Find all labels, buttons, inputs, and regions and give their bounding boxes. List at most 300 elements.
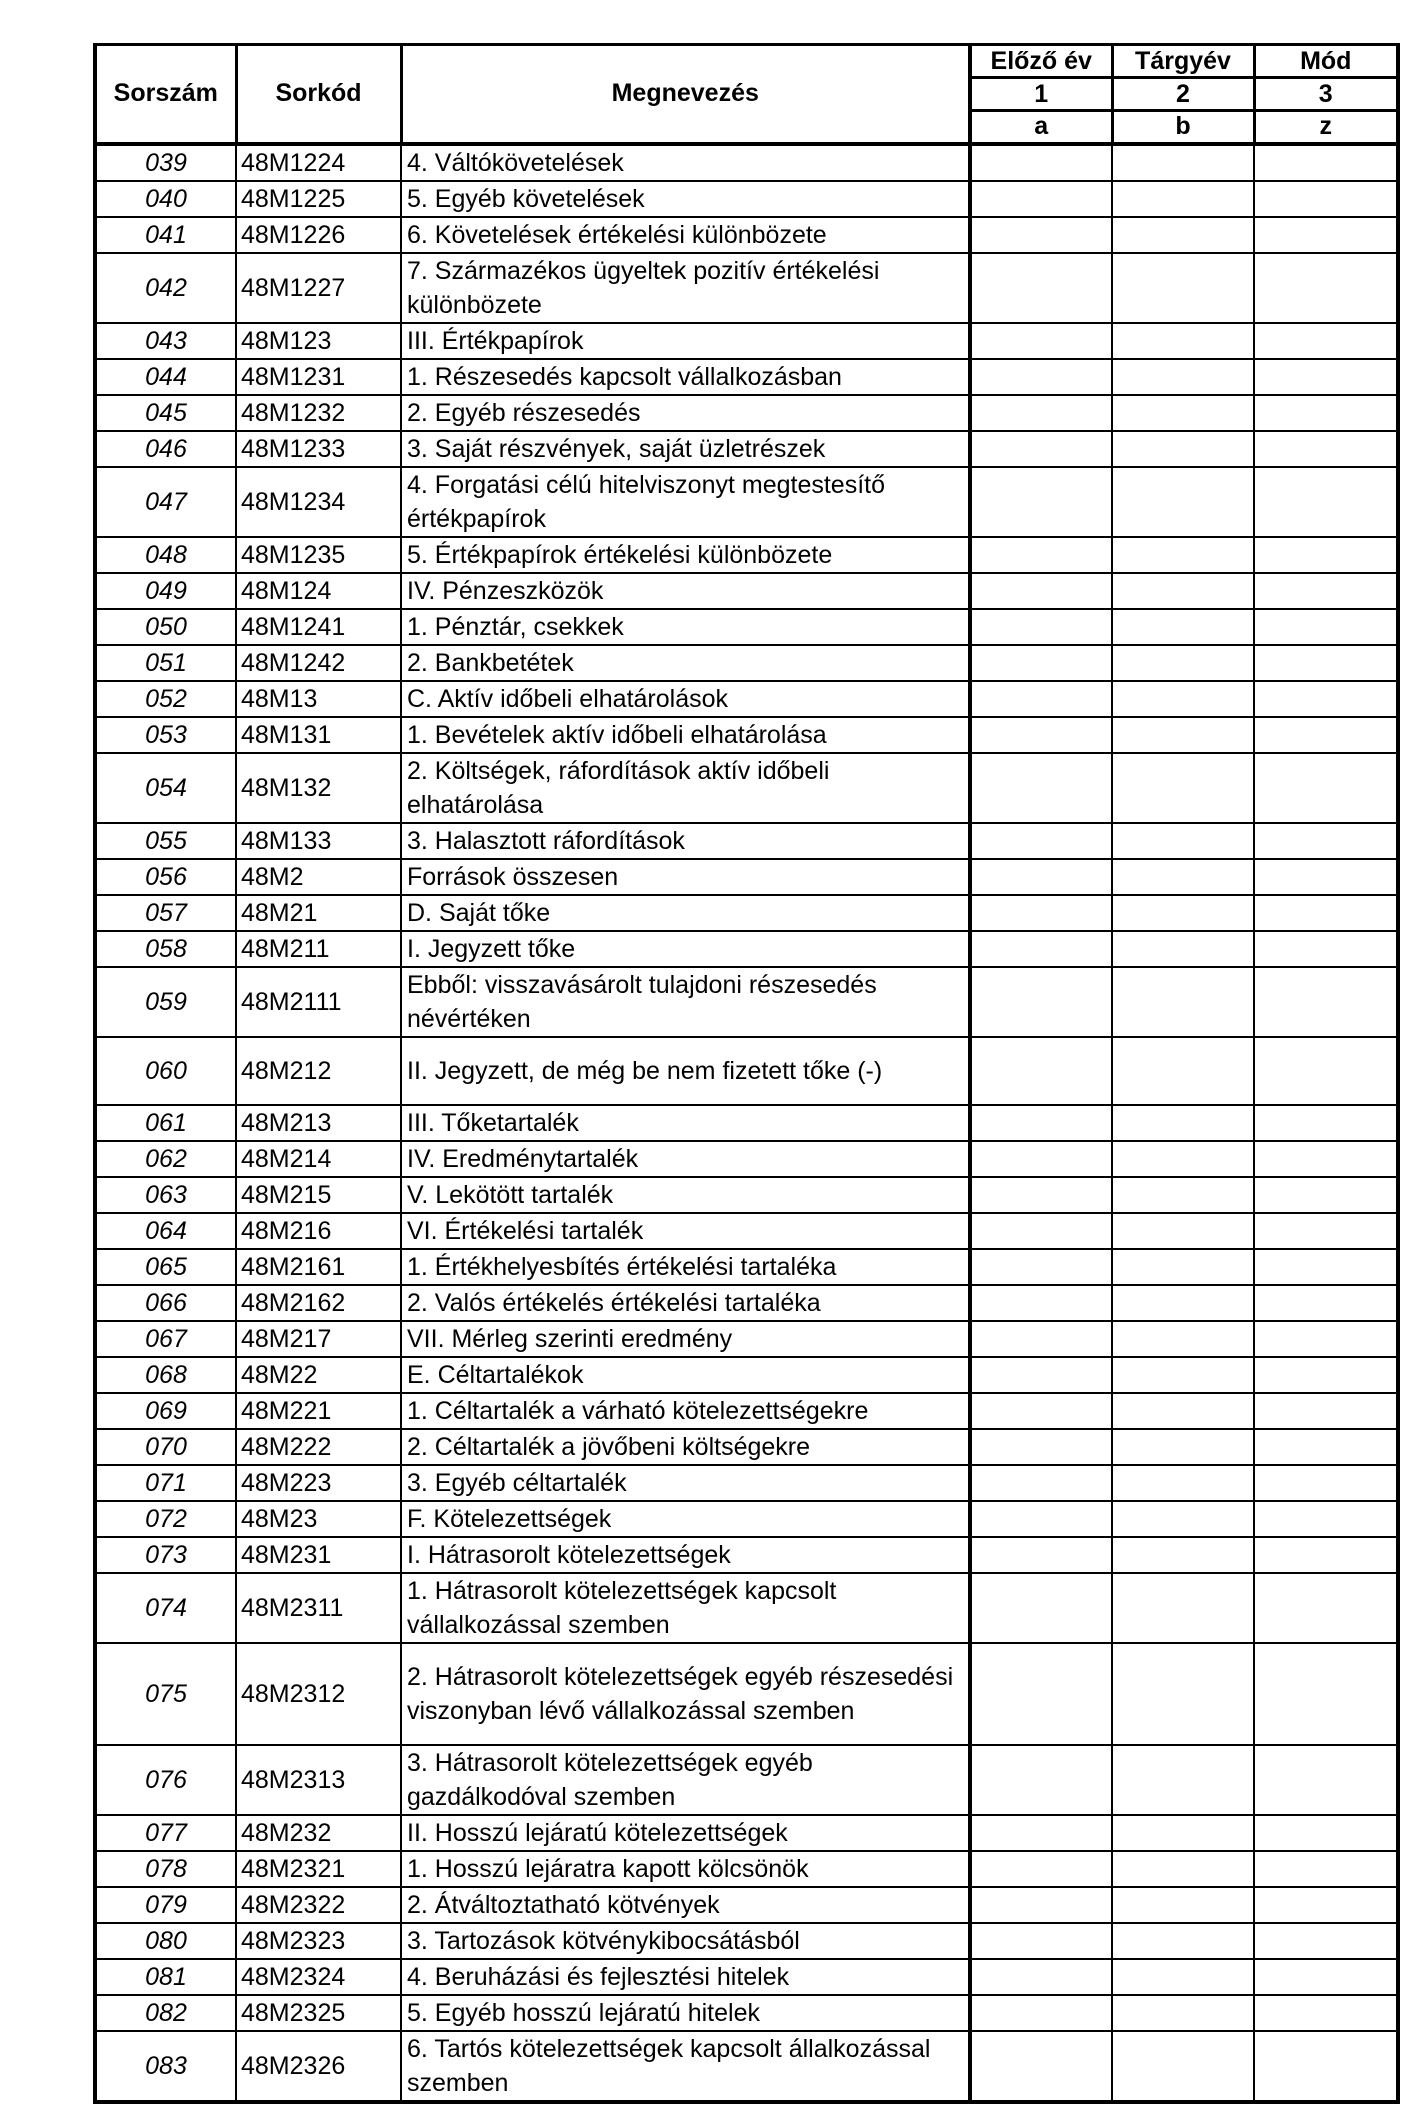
row-sorszam: 047 — [95, 467, 236, 537]
table-row — [95, 1213, 1398, 1249]
row-sorszam: 066 — [95, 1285, 236, 1321]
cell-previous-year[interactable] — [970, 1429, 1112, 1465]
table-row — [95, 1501, 1398, 1537]
row-sorszam: 056 — [95, 859, 236, 895]
table-row — [95, 1995, 1398, 2031]
row-sorszam: 040 — [95, 181, 236, 217]
row-sorkod: 48M1226 — [236, 217, 401, 253]
row-sorkod: 48M123 — [236, 323, 401, 359]
cell-mod[interactable] — [1254, 895, 1398, 931]
balance-sheet-table — [93, 43, 1400, 2104]
cell-previous-year[interactable] — [970, 1887, 1112, 1923]
row-sorkod: 48M131 — [236, 717, 401, 753]
table-row — [95, 717, 1398, 753]
row-sorszam: 048 — [95, 537, 236, 573]
cell-current-year[interactable] — [1112, 181, 1254, 217]
table-row — [95, 1745, 1398, 1815]
cell-mod[interactable] — [1254, 681, 1398, 717]
cell-mod[interactable] — [1254, 1249, 1398, 1285]
cell-mod[interactable] — [1254, 1105, 1398, 1141]
cell-previous-year[interactable] — [970, 1995, 1112, 2031]
cell-current-year[interactable] — [1112, 1959, 1254, 1995]
row-sorkod: 48M1227 — [236, 253, 401, 323]
row-megnevezes: 7. Származékos ügyeltek pozitív értékelési különbözete — [401, 253, 970, 323]
cell-mod[interactable] — [1254, 1429, 1398, 1465]
table-header — [95, 45, 1398, 144]
cell-mod[interactable] — [1254, 1923, 1398, 1959]
row-sorkod: 48M2 — [236, 859, 401, 895]
cell-current-year[interactable] — [1112, 1213, 1254, 1249]
cell-previous-year[interactable] — [970, 1105, 1112, 1141]
row-megnevezes: 2. Hátrasorolt kötelezettségek egyéb részesedési viszonyban lévő vállalkozással szemben — [401, 1643, 970, 1745]
row-megnevezes: IV. Eredménytartalék — [401, 1141, 970, 1177]
cell-previous-year[interactable] — [970, 359, 1112, 395]
cell-previous-year[interactable] — [970, 217, 1112, 253]
row-sorszam: 076 — [95, 1745, 236, 1815]
cell-mod[interactable] — [1254, 1537, 1398, 1573]
cell-mod[interactable] — [1254, 1995, 1398, 2031]
cell-previous-year[interactable] — [970, 1213, 1112, 1249]
row-sorszam: 081 — [95, 1959, 236, 1995]
cell-previous-year[interactable] — [970, 1465, 1112, 1501]
row-sorszam: 050 — [95, 609, 236, 645]
cell-mod[interactable] — [1254, 717, 1398, 753]
table-row — [95, 823, 1398, 859]
cell-previous-year[interactable] — [970, 645, 1112, 681]
table-row — [95, 431, 1398, 467]
cell-previous-year[interactable] — [970, 1249, 1112, 1285]
row-sorkod: 48M212 — [236, 1037, 401, 1105]
cell-previous-year[interactable] — [970, 931, 1112, 967]
cell-current-year[interactable] — [1112, 1105, 1254, 1141]
row-sorkod: 48M216 — [236, 1213, 401, 1249]
table-row — [95, 859, 1398, 895]
row-megnevezes: VI. Értékelési tartalék — [401, 1213, 970, 1249]
cell-previous-year[interactable] — [970, 1037, 1112, 1105]
cell-mod[interactable] — [1254, 1321, 1398, 1357]
row-sorszam: 041 — [95, 217, 236, 253]
cell-current-year[interactable] — [1112, 1995, 1254, 2031]
row-megnevezes: 3. Saját részvények, saját üzletrészek — [401, 431, 970, 467]
table-row — [95, 1573, 1398, 1643]
row-megnevezes: 2. Valós értékelés értékelési tartaléka — [401, 1285, 970, 1321]
cell-previous-year[interactable] — [970, 323, 1112, 359]
row-megnevezes: 3. Halasztott ráfordítások — [401, 823, 970, 859]
row-megnevezes: Források összesen — [401, 859, 970, 895]
table-row — [95, 1959, 1398, 1995]
cell-current-year[interactable] — [1112, 931, 1254, 967]
cell-previous-year[interactable] — [970, 859, 1112, 895]
cell-previous-year[interactable] — [970, 2031, 1112, 2102]
row-megnevezes: 4. Beruházási és fejlesztési hitelek — [401, 1959, 970, 1995]
row-sorkod: 48M217 — [236, 1321, 401, 1357]
cell-previous-year[interactable] — [970, 823, 1112, 859]
row-sorszam: 063 — [95, 1177, 236, 1213]
row-sorkod: 48M211 — [236, 931, 401, 967]
row-megnevezes: 2. Költségek, ráfordítások aktív időbeli elhatárolása — [401, 753, 970, 823]
cell-previous-year[interactable] — [970, 1285, 1112, 1321]
row-sorszam: 057 — [95, 895, 236, 931]
row-megnevezes: 5. Egyéb hosszú lejáratú hitelek — [401, 1995, 970, 2031]
cell-current-year[interactable] — [1112, 1501, 1254, 1537]
cell-mod[interactable] — [1254, 1573, 1398, 1643]
row-sorszam: 075 — [95, 1643, 236, 1745]
table-row — [95, 2031, 1398, 2102]
cell-mod[interactable] — [1254, 823, 1398, 859]
header-col-previous-year: Előző év — [970, 45, 1112, 78]
cell-mod[interactable] — [1254, 573, 1398, 609]
cell-current-year[interactable] — [1112, 681, 1254, 717]
cell-current-year[interactable] — [1112, 753, 1254, 823]
cell-current-year[interactable] — [1112, 859, 1254, 895]
cell-current-year[interactable] — [1112, 823, 1254, 859]
table-row — [95, 1465, 1398, 1501]
row-sorszam: 068 — [95, 1357, 236, 1393]
row-megnevezes: F. Kötelezettségek — [401, 1501, 970, 1537]
cell-current-year[interactable] — [1112, 144, 1254, 181]
table-row — [95, 1321, 1398, 1357]
cell-current-year[interactable] — [1112, 1815, 1254, 1851]
header-num-1: 1 — [970, 78, 1112, 111]
row-sorkod: 48M21 — [236, 895, 401, 931]
table-row — [95, 1887, 1398, 1923]
row-sorkod: 48M2111 — [236, 967, 401, 1037]
cell-mod[interactable] — [1254, 537, 1398, 573]
row-megnevezes: 1. Pénztár, csekkek — [401, 609, 970, 645]
table-row — [95, 323, 1398, 359]
row-sorszam: 055 — [95, 823, 236, 859]
cell-previous-year[interactable] — [970, 717, 1112, 753]
row-sorkod: 48M1235 — [236, 537, 401, 573]
row-sorkod: 48M23 — [236, 1501, 401, 1537]
cell-previous-year[interactable] — [970, 573, 1112, 609]
row-sorkod: 48M1234 — [236, 467, 401, 537]
cell-previous-year[interactable] — [970, 537, 1112, 573]
table-row — [95, 1923, 1398, 1959]
cell-current-year[interactable] — [1112, 1429, 1254, 1465]
table-row — [95, 967, 1398, 1037]
table-row — [95, 1249, 1398, 1285]
cell-mod[interactable] — [1254, 1643, 1398, 1745]
header-num-2: 2 — [1112, 78, 1254, 111]
cell-current-year[interactable] — [1112, 2031, 1254, 2102]
cell-previous-year[interactable] — [970, 1923, 1112, 1959]
row-sorszam: 067 — [95, 1321, 236, 1357]
cell-previous-year[interactable] — [970, 967, 1112, 1037]
cell-mod[interactable] — [1254, 1887, 1398, 1923]
row-sorszam: 062 — [95, 1141, 236, 1177]
header-sorszam: Sorszám — [95, 45, 236, 144]
cell-previous-year[interactable] — [970, 1745, 1112, 1815]
row-megnevezes: 1. Hátrasorolt kötelezettségek kapcsolt vállalkozással szemben — [401, 1573, 970, 1643]
cell-mod[interactable] — [1254, 609, 1398, 645]
cell-mod[interactable] — [1254, 1745, 1398, 1815]
cell-mod[interactable] — [1254, 1285, 1398, 1321]
table-row — [95, 467, 1398, 537]
table-row — [95, 1643, 1398, 1745]
cell-mod[interactable] — [1254, 395, 1398, 431]
row-sorkod: 48M1233 — [236, 431, 401, 467]
cell-mod[interactable] — [1254, 753, 1398, 823]
row-megnevezes: 4. Váltókövetelések — [401, 144, 970, 181]
row-megnevezes: E. Céltartalékok — [401, 1357, 970, 1393]
row-megnevezes: 2. Egyéb részesedés — [401, 395, 970, 431]
cell-current-year[interactable] — [1112, 1887, 1254, 1923]
row-megnevezes: 1. Hosszú lejáratra kapott kölcsönök — [401, 1851, 970, 1887]
row-sorkod: 48M124 — [236, 573, 401, 609]
row-sorszam: 080 — [95, 1923, 236, 1959]
row-megnevezes: 5. Egyéb követelések — [401, 181, 970, 217]
row-megnevezes: 1. Részesedés kapcsolt vállalkozásban — [401, 359, 970, 395]
row-sorszam: 065 — [95, 1249, 236, 1285]
cell-previous-year[interactable] — [970, 1141, 1112, 1177]
row-megnevezes: II. Hosszú lejáratú kötelezettségek — [401, 1815, 970, 1851]
cell-current-year[interactable] — [1112, 895, 1254, 931]
row-sorszam: 045 — [95, 395, 236, 431]
row-sorkod: 48M22 — [236, 1357, 401, 1393]
row-sorkod: 48M214 — [236, 1141, 401, 1177]
cell-current-year[interactable] — [1112, 1285, 1254, 1321]
cell-current-year[interactable] — [1112, 645, 1254, 681]
row-megnevezes: 1. Értékhelyesbítés értékelési tartaléka — [401, 1249, 970, 1285]
row-sorszam: 077 — [95, 1815, 236, 1851]
table-row — [95, 1851, 1398, 1887]
cell-current-year[interactable] — [1112, 573, 1254, 609]
row-sorkod: 48M2162 — [236, 1285, 401, 1321]
cell-current-year[interactable] — [1112, 1745, 1254, 1815]
cell-current-year[interactable] — [1112, 431, 1254, 467]
row-sorszam: 064 — [95, 1213, 236, 1249]
row-sorszam: 074 — [95, 1573, 236, 1643]
row-megnevezes: 2. Céltartalék a jövőbeni költségekre — [401, 1429, 970, 1465]
row-sorszam: 052 — [95, 681, 236, 717]
row-sorkod: 48M133 — [236, 823, 401, 859]
row-megnevezes: 3. Egyéb céltartalék — [401, 1465, 970, 1501]
row-sorkod: 48M1232 — [236, 395, 401, 431]
cell-current-year[interactable] — [1112, 467, 1254, 537]
cell-mod[interactable] — [1254, 931, 1398, 967]
row-sorkod: 48M2311 — [236, 1573, 401, 1643]
cell-previous-year[interactable] — [970, 1357, 1112, 1393]
row-sorkod: 48M215 — [236, 1177, 401, 1213]
cell-current-year[interactable] — [1112, 537, 1254, 573]
cell-current-year[interactable] — [1112, 253, 1254, 323]
row-sorszam: 083 — [95, 2031, 236, 2102]
cell-current-year[interactable] — [1112, 1573, 1254, 1643]
table-row — [95, 181, 1398, 217]
cell-mod[interactable] — [1254, 467, 1398, 537]
cell-current-year[interactable] — [1112, 1851, 1254, 1887]
table-row — [95, 681, 1398, 717]
row-sorszam: 058 — [95, 931, 236, 967]
cell-mod[interactable] — [1254, 217, 1398, 253]
row-sorkod: 48M2322 — [236, 1887, 401, 1923]
table-body — [95, 144, 1398, 2102]
cell-previous-year[interactable] — [970, 144, 1112, 181]
row-sorkod: 48M1231 — [236, 359, 401, 395]
table-row — [95, 217, 1398, 253]
cell-previous-year[interactable] — [970, 1321, 1112, 1357]
cell-mod[interactable] — [1254, 2031, 1398, 2102]
cell-mod[interactable] — [1254, 1141, 1398, 1177]
cell-previous-year[interactable] — [970, 1959, 1112, 1995]
table-row — [95, 1815, 1398, 1851]
cell-mod[interactable] — [1254, 1213, 1398, 1249]
cell-mod[interactable] — [1254, 253, 1398, 323]
table-row — [95, 359, 1398, 395]
cell-current-year[interactable] — [1112, 609, 1254, 645]
cell-mod[interactable] — [1254, 144, 1398, 181]
row-sorkod: 48M1242 — [236, 645, 401, 681]
cell-mod[interactable] — [1254, 1465, 1398, 1501]
cell-previous-year[interactable] — [970, 681, 1112, 717]
row-sorkod: 48M222 — [236, 1429, 401, 1465]
cell-mod[interactable] — [1254, 1393, 1398, 1429]
row-sorszam: 043 — [95, 323, 236, 359]
row-sorkod: 48M1225 — [236, 181, 401, 217]
table-row — [95, 1285, 1398, 1321]
row-megnevezes: I. Hátrasorolt kötelezettségek — [401, 1537, 970, 1573]
cell-mod[interactable] — [1254, 323, 1398, 359]
cell-current-year[interactable] — [1112, 1465, 1254, 1501]
cell-current-year[interactable] — [1112, 1537, 1254, 1573]
row-sorkod: 48M13 — [236, 681, 401, 717]
cell-current-year[interactable] — [1112, 1037, 1254, 1105]
cell-previous-year[interactable] — [970, 895, 1112, 931]
cell-previous-year[interactable] — [970, 1501, 1112, 1537]
header-letter-z: z — [1254, 111, 1398, 144]
row-megnevezes: 1. Céltartalék a várható kötelezettségekre — [401, 1393, 970, 1429]
cell-mod[interactable] — [1254, 1815, 1398, 1851]
row-megnevezes: 6. Tartós kötelezettségek kapcsolt állalkozással szemben — [401, 2031, 970, 2102]
row-sorszam: 054 — [95, 753, 236, 823]
header-sorkod: Sorkód — [236, 45, 401, 144]
table-row — [95, 253, 1398, 323]
cell-previous-year[interactable] — [970, 467, 1112, 537]
cell-previous-year[interactable] — [970, 431, 1112, 467]
cell-mod[interactable] — [1254, 967, 1398, 1037]
table-row — [95, 395, 1398, 431]
row-sorszam: 039 — [95, 144, 236, 181]
cell-mod[interactable] — [1254, 1501, 1398, 1537]
cell-previous-year[interactable] — [970, 395, 1112, 431]
row-megnevezes: 3. Hátrasorolt kötelezettségek egyéb gazdálkodóval szemben — [401, 1745, 970, 1815]
cell-previous-year[interactable] — [970, 1393, 1112, 1429]
cell-previous-year[interactable] — [970, 1573, 1112, 1643]
cell-current-year[interactable] — [1112, 217, 1254, 253]
cell-previous-year[interactable] — [970, 753, 1112, 823]
row-sorszam: 070 — [95, 1429, 236, 1465]
row-megnevezes: 5. Értékpapírok értékelési különbözete — [401, 537, 970, 573]
header-letter-a: a — [970, 111, 1112, 144]
row-megnevezes: IV. Pénzeszközök — [401, 573, 970, 609]
row-sorkod: 48M213 — [236, 1105, 401, 1141]
header-col-mod: Mód — [1254, 45, 1398, 78]
cell-previous-year[interactable] — [970, 1643, 1112, 1745]
cell-mod[interactable] — [1254, 1177, 1398, 1213]
cell-previous-year[interactable] — [970, 181, 1112, 217]
row-sorkod: 48M2313 — [236, 1745, 401, 1815]
cell-previous-year[interactable] — [970, 1815, 1112, 1851]
row-megnevezes: II. Jegyzett, de még be nem fizetett tőke (-) — [401, 1037, 970, 1105]
row-megnevezes: Ebből: visszavásárolt tulajdoni részesedés névértéken — [401, 967, 970, 1037]
row-sorszam: 078 — [95, 1851, 236, 1887]
cell-mod[interactable] — [1254, 181, 1398, 217]
cell-current-year[interactable] — [1112, 1643, 1254, 1745]
row-sorszam: 069 — [95, 1393, 236, 1429]
table-row — [95, 1037, 1398, 1105]
table-row — [95, 1393, 1398, 1429]
row-megnevezes: 1. Bevételek aktív időbeli elhatárolása — [401, 717, 970, 753]
cell-previous-year[interactable] — [970, 1537, 1112, 1573]
row-sorszam: 071 — [95, 1465, 236, 1501]
cell-current-year[interactable] — [1112, 1249, 1254, 1285]
row-sorkod: 48M132 — [236, 753, 401, 823]
row-sorszam: 079 — [95, 1887, 236, 1923]
row-megnevezes: III. Tőketartalék — [401, 1105, 970, 1141]
row-sorkod: 48M2323 — [236, 1923, 401, 1959]
cell-mod[interactable] — [1254, 859, 1398, 895]
table-row — [95, 1105, 1398, 1141]
cell-current-year[interactable] — [1112, 1923, 1254, 1959]
row-sorkod: 48M1241 — [236, 609, 401, 645]
cell-previous-year[interactable] — [970, 253, 1112, 323]
cell-mod[interactable] — [1254, 359, 1398, 395]
row-sorkod: 48M231 — [236, 1537, 401, 1573]
cell-current-year[interactable] — [1112, 1141, 1254, 1177]
cell-current-year[interactable] — [1112, 395, 1254, 431]
table-row — [95, 573, 1398, 609]
table-row — [95, 645, 1398, 681]
row-sorkod: 48M2312 — [236, 1643, 401, 1745]
cell-previous-year[interactable] — [970, 1177, 1112, 1213]
header-row-titles — [95, 45, 1398, 78]
cell-current-year[interactable] — [1112, 1321, 1254, 1357]
row-sorkod: 48M221 — [236, 1393, 401, 1429]
cell-mod[interactable] — [1254, 1357, 1398, 1393]
table-row — [95, 895, 1398, 931]
cell-mod[interactable] — [1254, 1959, 1398, 1995]
cell-current-year[interactable] — [1112, 1357, 1254, 1393]
cell-mod[interactable] — [1254, 1037, 1398, 1105]
header-letter-b: b — [1112, 111, 1254, 144]
cell-current-year[interactable] — [1112, 323, 1254, 359]
table-row — [95, 1177, 1398, 1213]
table-row — [95, 537, 1398, 573]
cell-mod[interactable] — [1254, 645, 1398, 681]
row-megnevezes: I. Jegyzett tőke — [401, 931, 970, 967]
table-row — [95, 609, 1398, 645]
cell-mod[interactable] — [1254, 431, 1398, 467]
cell-current-year[interactable] — [1112, 967, 1254, 1037]
row-sorszam: 042 — [95, 253, 236, 323]
cell-current-year[interactable] — [1112, 1393, 1254, 1429]
row-sorszam: 073 — [95, 1537, 236, 1573]
table-row — [95, 1141, 1398, 1177]
cell-current-year[interactable] — [1112, 359, 1254, 395]
cell-previous-year[interactable] — [970, 1851, 1112, 1887]
cell-current-year[interactable] — [1112, 1177, 1254, 1213]
row-sorkod: 48M2325 — [236, 1995, 401, 2031]
cell-mod[interactable] — [1254, 1851, 1398, 1887]
header-num-3: 3 — [1254, 78, 1398, 111]
table-row — [95, 144, 1398, 181]
row-megnevezes: D. Saját tőke — [401, 895, 970, 931]
row-megnevezes: III. Értékpapírok — [401, 323, 970, 359]
row-sorszam: 072 — [95, 1501, 236, 1537]
cell-current-year[interactable] — [1112, 717, 1254, 753]
cell-previous-year[interactable] — [970, 609, 1112, 645]
